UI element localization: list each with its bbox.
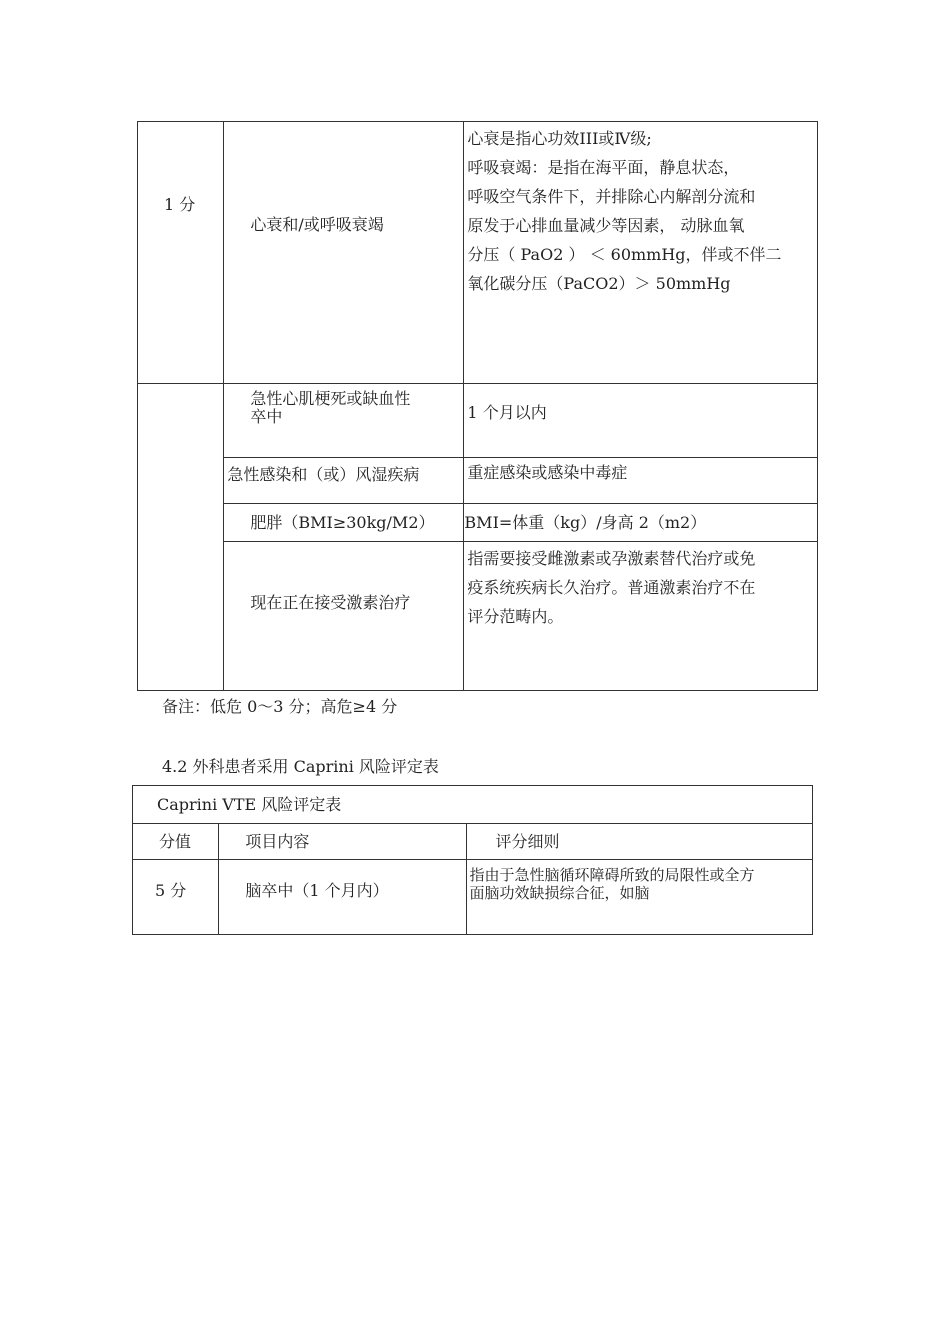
score-cell <box>133 860 219 935</box>
header-item: 项目内容 <box>245 832 310 851</box>
item-line: 急性心肌梗死或缺血性 <box>250 389 411 408</box>
rule-text: 1 个月以内 <box>467 403 547 422</box>
rule-cell <box>467 860 813 935</box>
table-title-row <box>133 786 813 824</box>
caprini-table <box>132 785 813 935</box>
score-text: 5 分 <box>155 881 187 900</box>
item-cell <box>224 458 464 504</box>
rule-line: 呼吸衰竭：是指在海平面，静息状态， <box>467 158 740 177</box>
item-cell <box>224 542 464 691</box>
table-row <box>138 384 818 458</box>
item-cell <box>224 504 464 542</box>
rule-text: 重症感染或感染中毒症 <box>467 463 628 482</box>
rule-cell <box>464 458 818 504</box>
rule-line: 心衰是指心功效III或Ⅳ级; <box>467 129 652 148</box>
table-row <box>138 458 818 504</box>
table-row <box>138 504 818 542</box>
item-cell <box>224 384 464 458</box>
rule-line: 氧化碳分压（PaCO2）＞ 50mmHg <box>467 274 731 293</box>
item-text: 现在正在接受激素治疗 <box>250 593 411 612</box>
item-line: 卒中 <box>250 407 283 426</box>
table-header-row <box>133 824 813 860</box>
rule-line: 面脑功效缺损综合征，如脑 <box>469 884 650 902</box>
rule-line: 指需要接受雌激素或孕激素替代治疗或免 <box>467 549 756 568</box>
rule-cell <box>464 122 818 384</box>
header-rule: 评分细则 <box>495 832 560 851</box>
item-text: 肥胖（BMI≥30kg/M2） <box>250 513 435 532</box>
rule-line: 原发于心排血量减少等因素， 动脉血氧 <box>467 216 745 235</box>
rule-cell <box>464 504 818 542</box>
rule-line: 指由于急性脑循环障碍所致的局限性或全方 <box>469 866 755 884</box>
note-text: 备注：低危 0～3 分；高危≥4 分 <box>162 697 398 716</box>
rule-line: 疫系统疾病长久治疗。普通激素治疗不在 <box>467 578 756 597</box>
table-title: Caprini VTE 风险评定表 <box>157 795 342 814</box>
table-title-cell <box>133 786 813 824</box>
rule-line: 呼吸空气条件下，并排除心内解剖分流和 <box>467 187 756 206</box>
table-row <box>138 122 818 384</box>
rule-cell <box>464 384 818 458</box>
rule-line: 评分范畴内。 <box>467 607 564 626</box>
header-score: 分值 <box>159 832 192 851</box>
score-text: 1 分 <box>164 195 196 214</box>
item-cell <box>219 860 467 935</box>
rule-line: 分压（ PaO2 ） ＜ 60mmHg，伴或不伴二 <box>467 245 782 264</box>
item-cell <box>224 122 464 384</box>
header-cell <box>467 824 813 860</box>
header-cell <box>133 824 219 860</box>
section-title: 4.2 外科患者采用 Caprini 风险评定表 <box>162 757 439 776</box>
header-cell <box>219 824 467 860</box>
table-row <box>133 860 813 935</box>
item-text: 心衰和/或呼吸衰竭 <box>250 215 384 234</box>
item-text: 脑卒中（1 个月内） <box>245 881 389 900</box>
medical-risk-table <box>137 121 818 691</box>
rule-text: BMI=体重（kg）/身高 2（m2） <box>464 513 707 532</box>
score-cell <box>138 122 224 384</box>
item-text: 急性感染和（或）风湿疾病 <box>227 465 420 484</box>
rule-cell <box>464 542 818 691</box>
table-row <box>138 542 818 691</box>
score-cell <box>138 384 224 691</box>
